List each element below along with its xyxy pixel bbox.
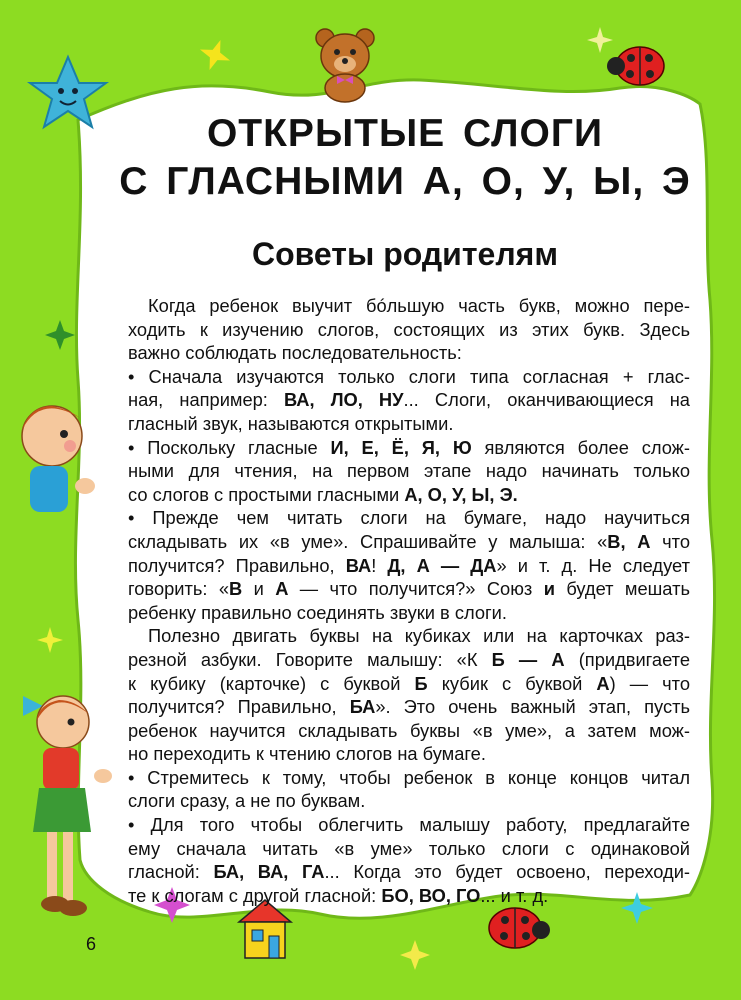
text-line [128, 388, 690, 412]
text-segment: (придвигаете [564, 648, 690, 670]
text-segment: ребенок научится складывать буквы «в уме», а затем мож- [128, 719, 690, 741]
text-line [128, 483, 690, 507]
text-line [128, 884, 690, 908]
text-segment: кубик с буквой [427, 672, 597, 694]
text-segment: » и т. д. Не следует [496, 554, 690, 576]
flower-icon [45, 320, 75, 350]
bold-syllables: В, А [607, 530, 651, 552]
page-title-line-2: С ГЛАСНЫМИ А, О, У, Ы, Э [119, 160, 691, 203]
text-segment: ребенку правильно соединять звуки в слоги. [128, 601, 507, 623]
section-heading: Советы родителям [252, 236, 558, 272]
text-segment: ». Это очень важный этап, пусть [375, 696, 690, 718]
page-title-line-1: ОТКРЫТЫЕ СЛОГИ [206, 112, 604, 155]
page-number: 6 [86, 934, 97, 954]
text-line [128, 695, 690, 719]
text-line [128, 648, 690, 672]
text-segment: • Прежде чем читать слоги на бумаге, надо научиться [128, 507, 690, 529]
text-segment: слоги сразу, а не по буквам. [128, 790, 366, 812]
text-line [128, 554, 690, 578]
text-line [128, 601, 690, 625]
text-line [128, 624, 690, 648]
text-segment: ными для чтения, на первом этапе надо начинать только [128, 460, 690, 482]
bold-syllables: А, О, У, Ы, Э. [404, 483, 518, 505]
text-line [128, 577, 690, 601]
bold-syllables: ВА [345, 554, 372, 576]
text-segment: ... Слоги, оканчивающиеся на [403, 389, 690, 411]
text-line [128, 506, 690, 530]
teddy-bear-icon [316, 29, 374, 102]
text-segment: складывать их «в уме». Спрашивайте у малыша: « [128, 530, 608, 552]
text-segment: • Для того чтобы облегчить малышу работу, предлагайте [128, 814, 690, 836]
text-segment: те к слогам с другой гласной: [128, 884, 382, 906]
text-line [128, 294, 690, 318]
bold-syllables: и [543, 578, 555, 600]
text-segment: но переходить к чтению слогов на бумаге. [128, 743, 486, 765]
bold-syllables: Б [414, 672, 428, 694]
bold-syllables: А [275, 578, 289, 600]
bold-syllables: А [596, 672, 610, 694]
text-segment: • Поскольку гласные [128, 436, 331, 458]
text-line [128, 766, 690, 790]
flower-icon [37, 627, 63, 653]
flower-icon [400, 940, 430, 970]
flower-icon [194, 34, 235, 75]
text-segment: будет мешать [554, 578, 690, 600]
text-segment: ... Когда это будет освоено, переходи- [324, 861, 690, 883]
text-segment: со слогов с простыми гласными [128, 483, 405, 505]
text-line [128, 672, 690, 696]
bold-syllables: В [229, 578, 243, 600]
text-segment: • Сначала изучаются только слоги типа согласная + глас- [128, 365, 690, 387]
text-segment: ... и т. д. [480, 884, 549, 906]
text-line [128, 436, 690, 460]
bold-syllables: Д, А — ДА [387, 554, 497, 576]
text-line [128, 318, 690, 342]
text-segment: и [242, 578, 276, 600]
text-segment: Когда ребенок выучит бóльшую часть букв, можно пере- [148, 295, 690, 316]
text-segment: важно соблюдать последовательность: [128, 342, 462, 364]
text-line [128, 719, 690, 743]
text-segment: что [650, 530, 690, 552]
text-segment: ! [371, 554, 388, 576]
text-segment: ходить к изучению слогов, состоящих из этих букв. Здесь [128, 318, 690, 340]
text-line [128, 860, 690, 884]
text-segment: являются более слож- [471, 436, 691, 458]
bold-syllables: БО, ВО, ГО [381, 884, 481, 906]
text-segment: ему сначала читать «в уме» только слоги с одинаковой [128, 837, 690, 859]
ladybug-icon [489, 908, 550, 948]
text-segment: к кубику (карточке) с буквой [128, 672, 415, 694]
text-segment: получится? Правильно, [128, 554, 346, 576]
flower-icon [587, 27, 613, 53]
text-line [128, 365, 690, 389]
bold-syllables: И, Е, Ё, Я, Ю [330, 436, 472, 458]
text-segment: ) — что [609, 672, 691, 694]
text-segment: резной азбуки. Говорите малышу: «К [128, 648, 492, 670]
text-line [128, 412, 690, 436]
text-line [128, 341, 690, 365]
bold-syllables: ВА, ЛО, НУ [284, 389, 404, 411]
text-segment: — что получится?» Союз [288, 578, 544, 600]
text-line [128, 742, 690, 766]
text-segment: гласной: [128, 861, 214, 883]
text-line [128, 459, 690, 483]
advice-text [128, 294, 690, 907]
text-segment: говорить: « [128, 578, 230, 600]
text-line [128, 813, 690, 837]
text-line [128, 789, 690, 813]
text-segment: получится? Правильно, [128, 696, 350, 718]
text-line [128, 530, 690, 554]
bold-syllables: Б — А [491, 648, 565, 670]
bold-syllables: БА, ВА, ГА [213, 861, 325, 883]
text-line [128, 837, 690, 861]
bold-syllables: БА [349, 696, 376, 718]
text-segment: ная, например: [128, 389, 284, 411]
ladybug-icon [607, 47, 664, 85]
text-segment: гласный звук, называются открытыми. [128, 412, 454, 434]
text-segment: Полезно двигать буквы на кубиках или на карточках раз- [148, 625, 690, 647]
text-segment: • Стремитесь к тому, чтобы ребенок в конце концов читал [128, 766, 690, 788]
